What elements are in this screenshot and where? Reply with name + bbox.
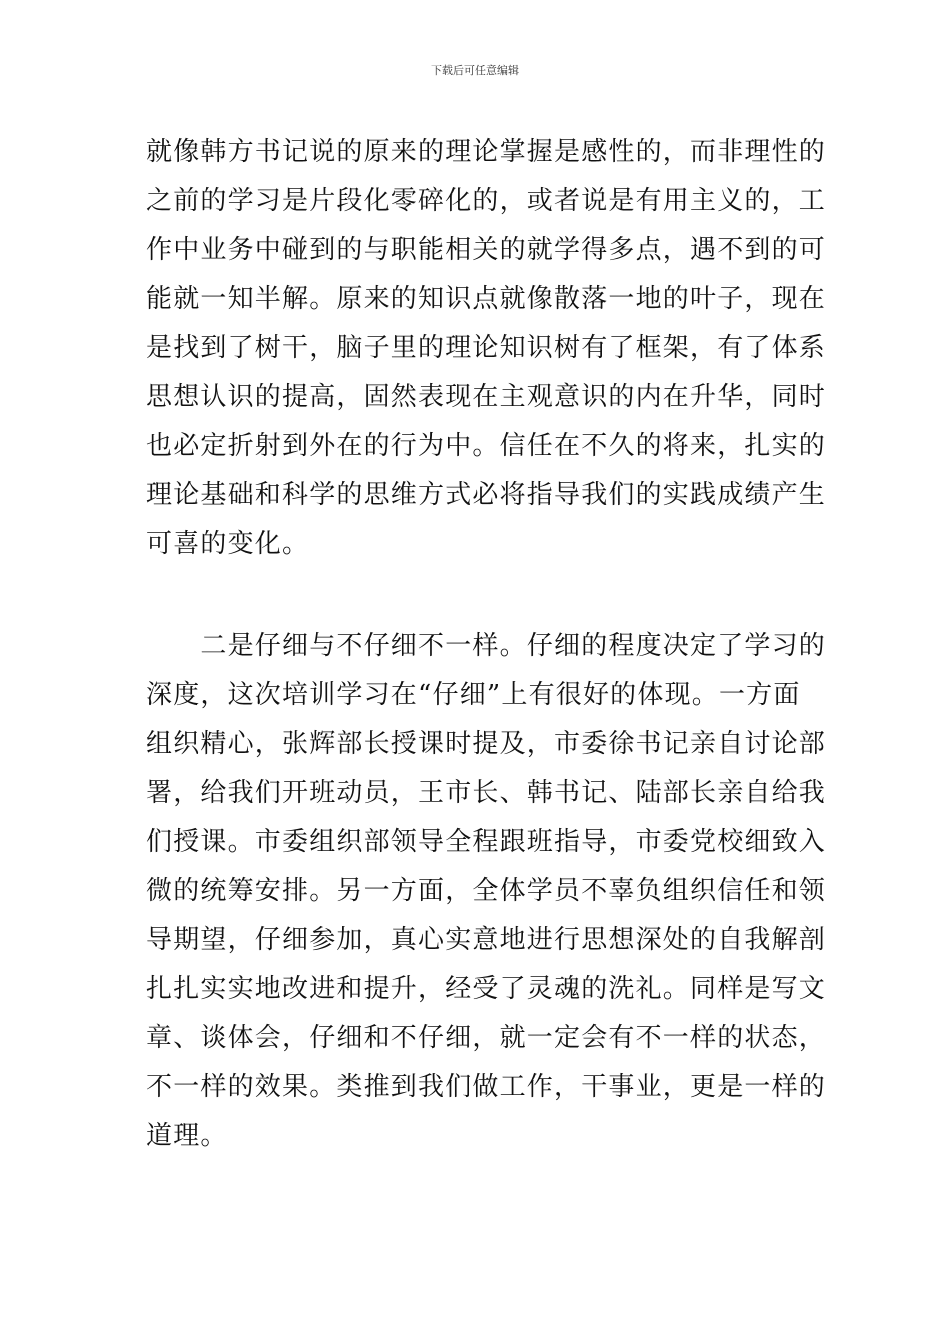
text-line: 思想认识的提高，固然表现在主观意识的内在升华，同时 <box>146 382 827 412</box>
text-line: 道理。 <box>146 1121 228 1151</box>
text-line: 二是仔细与不仔细不一样。仔细的程度决定了学习的 <box>146 631 827 661</box>
text-line: 们授课。市委组织部领导全程跟班指导，市委党校细致入 <box>146 827 827 857</box>
header-note: 下载后可任意编辑 <box>431 64 519 77</box>
text-line: 组织精心，张辉部长授课时提及，市委徐书记亲自讨论部 <box>146 729 827 759</box>
text-line: 作中业务中碰到的与职能相关的就学得多点，遇不到的可 <box>146 235 827 265</box>
text-line: 之前的学习是片段化零碎化的，或者说是有用主义的，工 <box>146 186 827 216</box>
text-line: 微的统筹安排。另一方面，全体学员不辜负组织信任和领 <box>146 876 827 906</box>
text-line: 不一样的效果。类推到我们做工作，干事业，更是一样的 <box>146 1072 827 1102</box>
paragraph-2 <box>146 622 827 1161</box>
text-line: 可喜的变化。 <box>146 529 310 559</box>
text-line: 导期望，仔细参加，真心实意地进行思想深处的自我解剖 <box>146 925 827 955</box>
text-line: 扎扎实实地改进和提升，经受了灵魂的洗礼。同样是写文 <box>146 974 827 1004</box>
text-line: 章、谈体会，仔细和不仔细，就一定会有不一样的状态， <box>146 1023 827 1053</box>
text-line: 也必定折射到外在的行为中。信任在不久的将来，扎实的 <box>146 431 827 461</box>
text-line: 是找到了树干，脑子里的理论知识树有了框架，有了体系 <box>146 333 827 363</box>
text-line: 能就一知半解。原来的知识点就像散落一地的叶子，现在 <box>146 284 827 314</box>
page-header <box>0 63 950 79</box>
text-line: 就像韩方书记说的原来的理论掌握是感性的，而非理性的 <box>146 137 827 167</box>
text-line: 深度，这次培训学习在“仔细”上有很好的体现。一方面 <box>146 680 801 710</box>
paragraph-1 <box>146 128 827 569</box>
text-line: 署，给我们开班动员，王市长、韩书记、陆部长亲自给我 <box>146 778 827 808</box>
text-line: 理论基础和科学的思维方式必将指导我们的实践成绩产生 <box>146 480 827 510</box>
